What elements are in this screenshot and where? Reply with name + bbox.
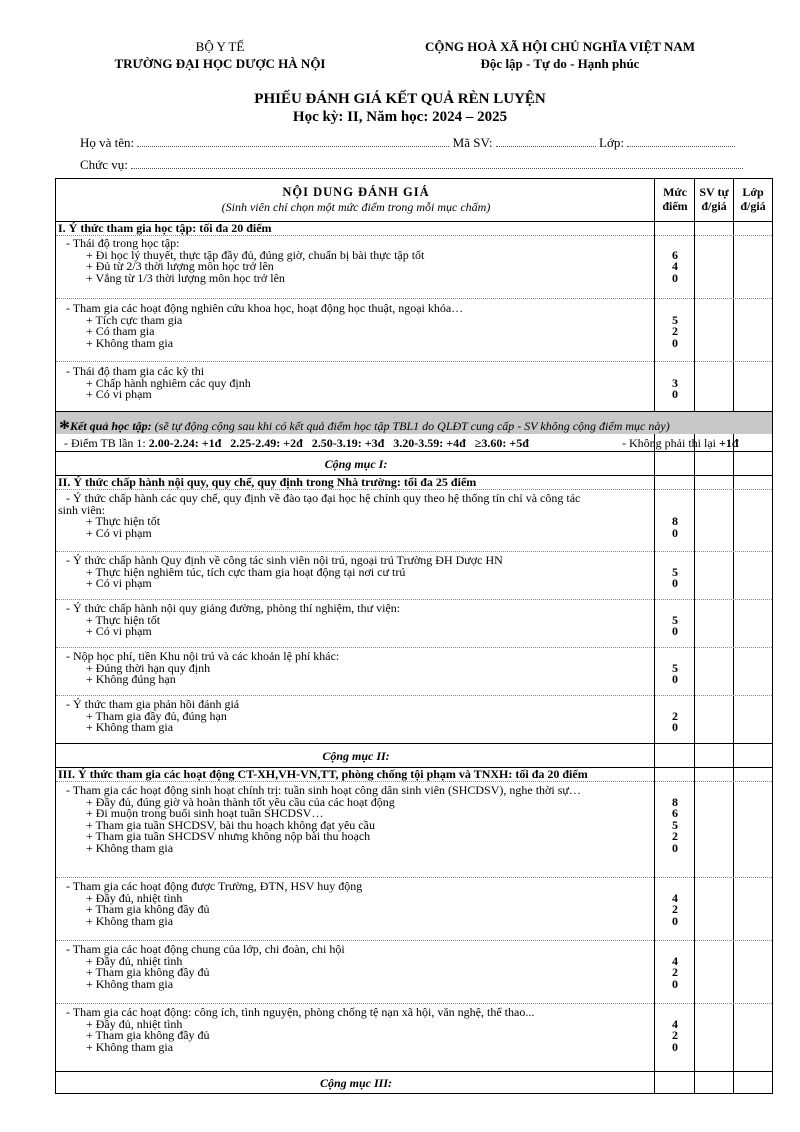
section-3-total: Cộng mục III: — [319, 1076, 393, 1090]
section-1-total-row — [56, 451, 772, 475]
evaluation-table — [55, 178, 773, 1094]
form-title-main: PHIẾU ĐÁNH GIÁ KẾT QUẢ RÈN LUYỆN — [254, 91, 546, 107]
section-1b-row: - Tham gia các hoạt động nghiên cứu khoa học, hoạt động học thuật, ngoại khóa… + Tích cực tham gia + Có tham gia + Không tham gia 5 2 0 — [56, 298, 772, 361]
name-field[interactable] — [137, 137, 449, 147]
section-2b-row: - Ý thức chấp hành Quy định về công tác sinh viên nội trú, ngoại trú Trường ĐH Dược HN + Thực hiện nghiêm túc, tích cực tham gia hoạt động tại nơi cư trú + Có vi phạm 5 0 — [56, 551, 772, 599]
section-2-title: II. Ý thức chấp hành nội quy, quy chế, quy định trong Nhà trường: tối đa 25 điểm — [58, 475, 477, 489]
student-id-label: Mã SV: — [452, 135, 493, 150]
name-label: Họ và tên: — [80, 135, 135, 150]
gpa-scale-row: - Điểm TB lần 1: 2.00-2.24: +1đ 2.25-2.49: +2đ 2.50-3.19: +3đ 3.20-3.59: +4đ ≥3.60: +5đ - Không phải thi lại +1đ — [64, 436, 739, 450]
academic-result-row: *Kết quả học tập: (sẽ tự động cộng sau khi có kết quả điểm học tập TBL1 do QLĐT cung cấp - SV không cộng điểm mục này) — [56, 411, 772, 434]
section-2d-row: - Nộp học phí, tiền Khu nội trú và các khoản lệ phí khác: + Đúng thời hạn quy định + Không đúng hạn 5 0 — [56, 647, 772, 695]
col-level-header: Mức — [663, 185, 687, 199]
content-header-note: (Sinh viên chỉ chọn một mức điểm trong mỗi mục chấm) — [221, 200, 491, 214]
section-1c-row: - Thái độ tham gia các kỳ thi + Chấp hành nghiêm các quy định + Có vi phạm 3 0 — [56, 361, 772, 411]
section-3a-row: - Tham gia các hoạt động sinh hoạt chính trị: tuần sinh hoạt công dân sinh viên (SHCDSV), nghe thời sự… + Đầy đủ, đúng giờ và hoàn thành tốt yêu cầu của các hoạt động + Đi muộn trong buổi sinh hoạt tuần SHCDSV… + Tham gia tuần SHCDSV, bài thu hoạch không đạt yêu cầu + Tham gia tuần SHCDSV nhưng không nộp bài thu hoạch + Không tham gia 8 6 5 2 0 — [56, 781, 772, 877]
table-header-row: NỘI DUNG ĐÁNH GIÁ (Sinh viên chỉ chọn một mức điểm trong mỗi mục chấm) Mức điểm SV tự đ/giá Lớp đ/giá — [56, 179, 772, 221]
section-1-title: I. Ý thức tham gia học tập: tối đa 20 điểm — [58, 221, 272, 235]
republic-name: CỘNG HOÀ XÃ HỘI CHỦ NGHĨA VIỆT NAM — [424, 39, 696, 54]
section-2a-row: - Ý thức chấp hành các quy chế, quy định về đào tạo đại học hệ chính quy theo hệ thống tín chỉ và công tác sinh viên: + Thực hiện tốt + Có vi phạm 8 0 — [56, 489, 772, 551]
position-label: Chức vụ: — [80, 157, 128, 172]
class-field[interactable] — [627, 137, 735, 147]
section-2-title-row — [56, 475, 772, 489]
content-header: NỘI DUNG ĐÁNH GIÁ — [282, 185, 430, 199]
position-field[interactable] — [131, 159, 743, 169]
section-2c-row: - Ý thức chấp hành nội quy giảng đường, phòng thí nghiệm, thư viện: + Thực hiện tốt + Có vi phạm 5 0 — [56, 599, 772, 647]
student-id-field[interactable] — [496, 137, 596, 147]
section-1-total: Cộng mục I: — [324, 457, 388, 471]
col-self-eval-header: SV tự — [699, 185, 729, 199]
document-header — [0, 38, 800, 78]
university-name: TRƯỜNG ĐẠI HỌC DƯỢC HÀ NỘI — [114, 56, 326, 71]
section-2-total: Cộng mục II: — [322, 749, 390, 763]
position-row — [80, 157, 743, 173]
class-label: Lớp: — [599, 135, 624, 150]
section-1-title-row — [56, 221, 772, 235]
section-3-title: III. Ý thức tham gia các hoạt động CT-XH,VH-VN,TT, phòng chống tội phạm và TNXH: tối đa 20 điểm — [58, 767, 588, 781]
section-2e-row: - Ý thức tham gia phản hồi đánh giá + Tham gia đầy đủ, đúng hạn + Không tham gia 2 0 — [56, 695, 772, 743]
ministry-name: BỘ Y TẾ — [195, 39, 245, 54]
section-1a-row: - Thái độ trong học tập: + Đi học lý thuyết, thực tập đầy đủ, đúng giờ, chuẩn bị bài thực tập tốt + Đủ từ 2/3 thời lượng môn học trở lên + Vắng từ 1/3 thời lượng môn học trở lên 6 4 0 — [56, 235, 772, 298]
form-title-sub: Học kỳ: II, Năm học: 2024 – 2025 — [292, 109, 508, 125]
national-motto: Độc lập - Tự do - Hạnh phúc — [480, 56, 640, 71]
section-3b-row: - Tham gia các hoạt động được Trường, ĐTN, HSV huy động + Đầy đủ, nhiệt tình + Tham gia không đầy đủ + Không tham gia 4 2 0 — [56, 877, 772, 940]
col-class-eval-header: Lớp — [742, 185, 764, 199]
student-info-row — [80, 135, 735, 151]
section-3-total-row — [56, 1071, 772, 1093]
form-title — [0, 90, 800, 126]
section-3-title-row — [56, 767, 772, 781]
section-2-total-row — [56, 743, 772, 767]
section-3c-row: - Tham gia các hoạt động chung của lớp, chi đoàn, chi hội + Đầy đủ, nhiệt tình + Tham gia không đầy đủ + Không tham gia 4 2 0 — [56, 940, 772, 1003]
section-3d-row: - Tham gia các hoạt động: công ích, tình nguyện, phòng chống tệ nạn xã hội, văn nghệ, thể thao... + Đầy đủ, nhiệt tình + Tham gia không đầy đủ + Không tham gia 4 2 0 — [56, 1003, 772, 1071]
